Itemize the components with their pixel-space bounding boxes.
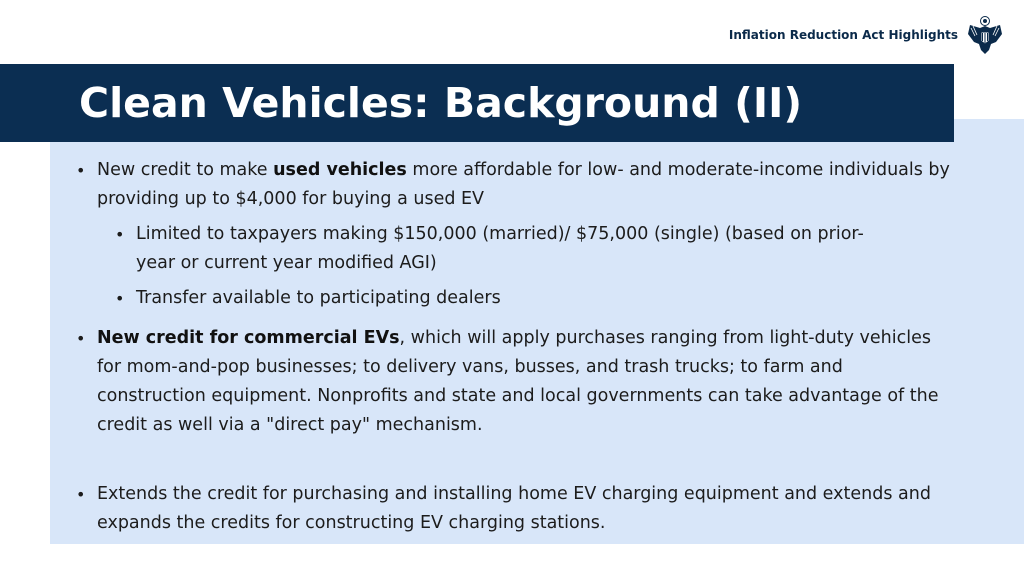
eagle-seal-icon	[966, 14, 1004, 56]
title-bar	[0, 64, 954, 142]
sub-bullet-income-limits	[115, 220, 896, 278]
bullet-text: New credit to make	[97, 160, 274, 180]
bullet-text: Extends the credit for purchasing and installing home EV charging equipment and extends and expands the credits for constructing EV charging stations.	[97, 484, 931, 533]
header-label: Inflation Reduction Act Highlights	[728, 28, 958, 42]
bullet-text: more affordable for low- and moderate-income individuals by providing up to $4,000 for buying a used EV	[97, 160, 950, 209]
bullet-bold-text: used vehicles	[273, 160, 407, 180]
bullet-dot: •	[76, 161, 86, 180]
sub-bullet-transfer	[115, 284, 896, 313]
bullet-charging-equipment	[76, 480, 957, 538]
bullet-text: , which will apply purchases ranging from light-duty vehicles for mom-and-pop businesses; to delivery vans, busses, and trash trucks; to farm and construction equipment. Nonprofits and state and local governments can take advantage of the credit as well via a "direct pay" mechanism.	[97, 328, 939, 435]
bullet-used-vehicles	[76, 156, 957, 214]
bullet-dot: •	[115, 225, 125, 244]
bullet-dot: •	[115, 289, 125, 308]
bullet-text: Limited to taxpayers making $150,000 (married)/ $75,000 (single) (based on prior-year or current year modified AGI)	[136, 224, 864, 273]
bullet-commercial-evs	[76, 324, 957, 440]
bullet-dot: •	[76, 485, 86, 504]
bullet-dot: •	[76, 329, 86, 348]
bullet-text: Transfer available to participating dealers	[136, 288, 501, 308]
bullet-bold-text: New credit for commercial EVs	[97, 328, 400, 348]
page-title: Clean Vehicles: Background (II)	[79, 79, 803, 127]
